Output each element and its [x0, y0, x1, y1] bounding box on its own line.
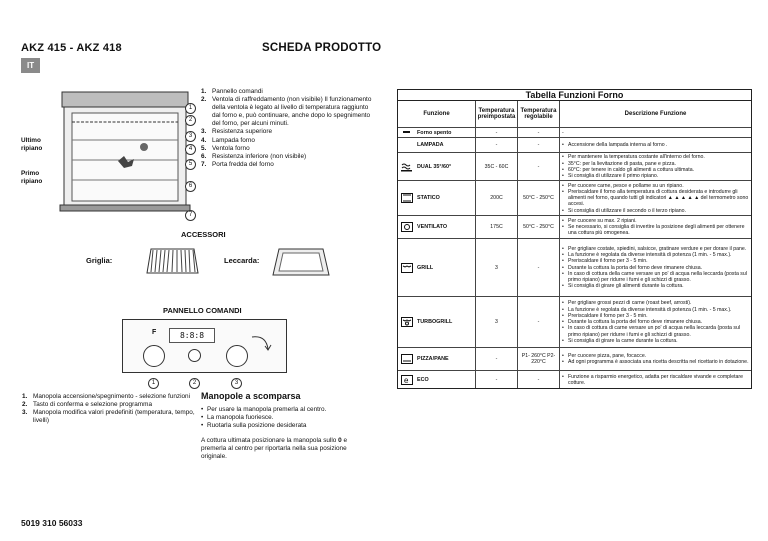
header-description: Descrizione Funzione — [559, 101, 751, 127]
list-item: 4. Lampada forno — [201, 136, 255, 144]
callout-4: 4 — [185, 144, 196, 155]
accessories-title: ACCESSORI — [181, 230, 226, 239]
callout-1: 1 — [185, 103, 196, 114]
list-item: 3. Manopola modifica valori predefiniti (temperatura, tempo, livelli) — [22, 409, 195, 425]
knob-callout-1: 1 — [148, 378, 159, 389]
off-icon — [401, 128, 413, 138]
table-row: e ECO - - • Funzione a risparmio energetico, adatta per riscaldare vivande e completare cotture. — [398, 371, 751, 388]
table-row: PIZZA/PANE - P1- 260°C P2- 220°C • Per cuocere pizza, pane, focacce. • Ad ogni programma è associata una ricetta descritta nel ricettario in dotazione. — [398, 348, 751, 371]
list-item: • La manopola fuoriesce. — [201, 414, 361, 422]
pizza-icon — [401, 354, 413, 364]
table-row: TURBOGRILL 3 - • Per grigliare grossi pezzi di carne (roast beef, arrosti). • La funzione è regolata da diverse intensità di potenza (1 min. - 5 max.). • Preriscaldare il forno per 3 - 5 min. • Durante la cottura la porta del forno deve rimanere chiusa. • In caso di cottura di carne versare un po' di acqua nella leccarda (posta sul primo ripiano) per ridurre i fumi e gli schizzi di grasso. • Si consiglia di girare la carne durante la cottura. — [398, 297, 751, 348]
baking-tray-icon — [271, 247, 331, 277]
list-item: 1. Manopola accensione/spegnimento - selezione funzioni — [22, 393, 191, 400]
function-indicator-f: F — [152, 329, 157, 336]
list-item: 6. Resistenza inferiore (non visibile) — [201, 152, 307, 160]
document-code: 5019 310 56033 — [21, 518, 83, 528]
oven-illustration — [20, 88, 200, 218]
retractable-note: A cottura ultimata posizionare la manopola sullo 0 e premerla al centro per riportarla nella sua posizione originale. — [201, 437, 348, 461]
rotate-arrow-icon — [250, 333, 274, 353]
header-function: Funzione — [423, 111, 450, 118]
language-badge: IT — [21, 58, 40, 73]
oven-functions-table — [397, 89, 752, 389]
confirm-button[interactable] — [188, 349, 201, 362]
knob-callout-2: 2 — [189, 378, 200, 389]
page-title: SCHEDA PRODOTTO — [262, 42, 382, 54]
lamp-icon — [401, 140, 413, 150]
knob-value-adjust[interactable] — [226, 345, 248, 367]
knob-list — [22, 393, 198, 425]
list-item: • Per usare la manopola premerla al centro. — [201, 406, 361, 414]
knob-function-selector[interactable] — [143, 345, 165, 367]
model-title: AKZ 415 - AKZ 418 — [21, 42, 122, 54]
retractable-bullets — [201, 406, 361, 430]
table-row: Forno spento - - - — [398, 128, 751, 138]
list-item: 2. Tasto di conferma e selezione programma — [22, 401, 152, 409]
list-item: 1. Pannello comandi — [201, 88, 263, 95]
table-row: DUAL 35°/60° 35C - 60C - • Per mantenere la temperatura costante all'interno del forno. • 35°C: per la lievitazione di pasta, pane e pizza. • 60°C: per tenere in caldo gli alimenti a cottura ultimata. • Si consiglia di utilizzare il primo ripiano. — [398, 153, 751, 181]
svg-text:e: e — [404, 375, 409, 385]
turbogrill-icon — [401, 317, 413, 327]
grill-rack-icon — [145, 247, 200, 275]
table-row: GRILL 3 - • Per grigliare costate, spiedini, salsicce, gratinare verdure e per dorare il pane. • La funzione è regolata da diverse intensità di potenza (1 min. - 5 max.). • Preriscaldare il forno per 3 - 5 min. • Durante la cottura la porta del forno deve rimanere chiusa. • In caso di cottura della carne versare un po' di acqua nella leccarda (posta sul primo ripiano) per ridurre i fumi e gli schizzi di grasso. • Si consiglia di girare gli alimenti durante la cottura. — [398, 239, 751, 297]
list-item: 3. Resistenza superiore — [201, 128, 273, 136]
grill-icon — [401, 263, 413, 273]
control-panel-title: PANNELLO COMANDI — [163, 306, 242, 315]
top-shelf-label: Ultimo ripiano — [21, 137, 43, 152]
oven-diagram — [20, 88, 200, 218]
grill-label: Griglia: — [86, 256, 113, 265]
parts-list — [201, 88, 373, 169]
list-item: 2. Ventola di raffreddamento (non visibile) Il funzionamento della ventola è legato al livello di temperatura raggiunto dal forno e, può continuare, anche dopo lo spegnimento del forno, per alcuni minuti. — [201, 96, 372, 128]
display-screen: 8:8:8 — [169, 328, 215, 343]
retractable-title: Manopole a scomparsa — [201, 391, 301, 401]
dual-heat-icon — [401, 162, 413, 172]
callout-5: 5 — [185, 159, 196, 170]
list-item: 5. Ventola forno — [201, 144, 250, 152]
callout-2: 2 — [185, 115, 196, 126]
fan-oven-icon — [401, 222, 413, 232]
callout-7: 7 — [185, 210, 196, 221]
knob-callout-3: 3 — [231, 378, 242, 389]
callout-6: 6 — [185, 181, 196, 192]
table-row: VENTILATO 175C 50°C - 250°C • Per cuocere su max. 2 ripiani. • Se necessario, si consiglia di invertire la posizione degli alimenti per ottenere una cottura più omogenea. — [398, 216, 751, 239]
table-row: LAMPADA - - • Accensione della lampada interna al forno . — [398, 138, 751, 153]
table-title: Tabella Funzioni Forno — [398, 90, 751, 101]
list-item: 7. Porta fredda del forno — [201, 160, 274, 168]
header-range: Temperatura regolabile — [517, 101, 559, 127]
tray-label: Leccarda: — [224, 256, 260, 265]
callout-3: 3 — [185, 131, 196, 142]
header-preset: Temperatura preimpostata — [475, 101, 517, 127]
table-row: STATICO 200C 50°C - 250°C • Per cuocere carne, pesce e pollame su un ripiano. • Preriscaldare il forno alla temperatura di cottura desiderata e introdurre gli alimenti nel forno, quando tutti gli indicatori ▲ ▲ ▲ ▲ ▲ del termometro sono accesi. • Si consiglia di utilizzare il secondo o il terzo ripiano. — [398, 181, 751, 216]
list-item: • Ruotarla sulla posizione desiderata — [201, 422, 361, 430]
static-oven-icon — [401, 193, 413, 203]
first-shelf-label: Primo ripiano — [21, 170, 43, 185]
table-header-row — [398, 101, 751, 128]
eco-icon — [401, 375, 413, 385]
